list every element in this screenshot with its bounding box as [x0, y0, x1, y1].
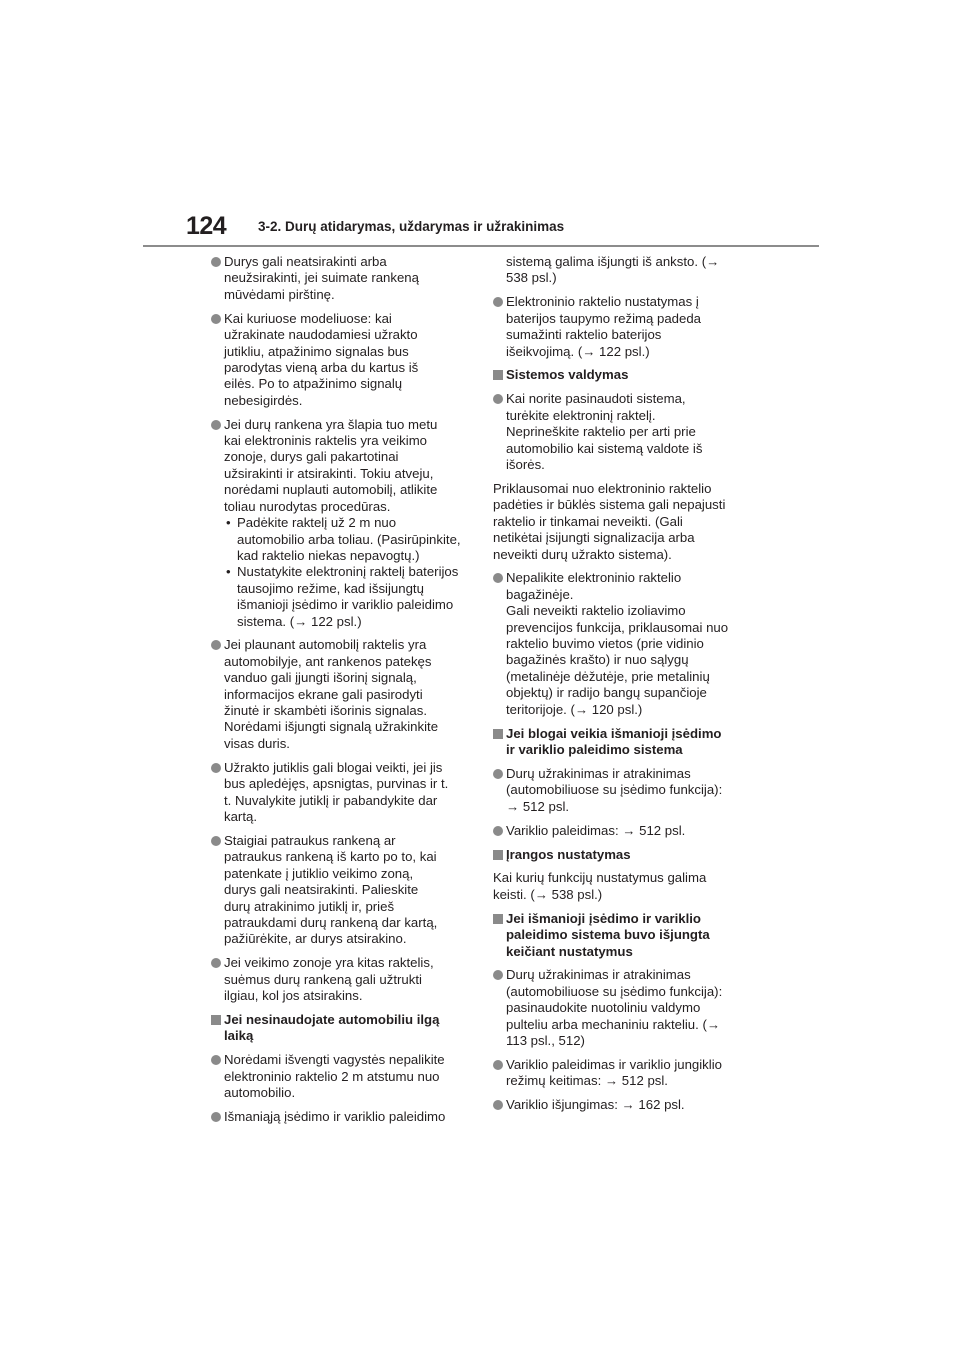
dot-bullet-icon: • — [226, 515, 231, 531]
sub-item — [224, 515, 467, 564]
circle-bullet-icon — [211, 257, 221, 267]
circle-bullet-icon — [493, 769, 503, 779]
item-text: Įrangos nustatymas — [506, 846, 631, 862]
circle-bullet-icon — [211, 958, 221, 968]
bullet-item — [211, 254, 467, 303]
item-text: Staigiai patraukus rankeną ar patraukus rankeną iš karto po to, kai patenkate į jutiklio veikimo zoną, durys gali neatsirakinti. Palieskite durų atrakinimo jutiklį ir, prieš patraukdami durų rankeną dar kartą, pažiūrėkite, ar durys atsirakino. — [224, 832, 438, 947]
bullet-item — [211, 1052, 467, 1101]
item-text: Priklausomai nuo elektroninio raktelio padėties ir būklės sistema gali nepajusti raktelio ir tinkamai neveikti. (Gali netikėtai įsijungti signalizacija arba neveikti durų užrakto sistema). — [493, 480, 726, 562]
left-column — [211, 254, 467, 1133]
item-text: Variklio paleidimas ir variklio jungiklio režimų keitimas: → 512 psl. — [506, 1056, 722, 1089]
item-text: Jei išmanioji įsėdimo ir variklio paleidimo sistema buvo išjungta keičiant nustatymus — [506, 910, 710, 959]
circle-bullet-icon — [211, 1112, 221, 1122]
item-text: Durų užrakinimas ir atrakinimas (automobiliuose su įsėdimo funkcija): → 512 psl. — [506, 765, 723, 814]
paragraph — [493, 870, 749, 903]
sub-item — [224, 564, 467, 630]
circle-bullet-icon — [211, 1055, 221, 1065]
right-column — [493, 254, 749, 1121]
item-text: sistemą galima išjungti iš anksto. (→ 538 psl.) — [506, 254, 720, 286]
circle-bullet-icon — [211, 314, 221, 324]
item-text: Jei veikimo zonoje yra kitas raktelis, suėmus durų rankeną gali užtrukti ilgiau, kol jos atsirakins. — [224, 955, 434, 1004]
bullet-item — [493, 823, 749, 839]
item-text: Išmaniąją įsėdimo ir variklio paleidimo — [224, 1109, 446, 1124]
square-bullet-icon — [493, 914, 503, 924]
header-rule — [143, 245, 819, 247]
bullet-item — [211, 417, 467, 630]
paragraph — [493, 254, 749, 287]
circle-bullet-icon — [211, 763, 221, 773]
item-text: Elektroninio raktelio nustatymas į baterijos taupymo režimą padeda sumažinti raktelio baterijos išeikvojimą. (→ 122 psl.) — [506, 294, 701, 359]
square-bullet-icon — [493, 729, 503, 739]
square-bullet-icon — [493, 850, 503, 860]
bullet-item — [211, 311, 467, 409]
bullet-item — [211, 637, 467, 752]
item-text: Durys gali neatsirakinti arba neužsirakinti, jei suimate rankeną mūvėdami pirštinę. — [224, 254, 419, 302]
circle-bullet-icon — [211, 640, 221, 650]
section-heading — [493, 911, 749, 960]
circle-bullet-icon — [493, 1060, 503, 1070]
bullet-item — [493, 391, 749, 473]
item-text: Nepalikite elektroninio raktelio bagažinėje. Gali neveikti raktelio izoliavimo prevencijos funkcija, priklausomai nuo raktelio buvimo vietos (prie vidinio bagažinės krašto) ir nuo sąlygų (metalinėje dėžutėje, prie metalinių objektų) ir radijo bangų supančioje teritorijoje. (→ 120 psl.) — [506, 570, 729, 717]
bullet-item — [493, 1057, 749, 1090]
page-number: 124 — [186, 212, 227, 240]
circle-bullet-icon — [493, 394, 503, 404]
circle-bullet-icon — [211, 836, 221, 846]
item-text: Užrakto jutiklis gali blogai veikti, jei jis bus apledėjęs, apsnigtas, purvinas ir t. t. Nuvalykite jutiklį ir pabandykite dar kartą. — [224, 759, 449, 824]
bullet-item — [493, 766, 749, 815]
sub-item-text: Padėkite raktelį už 2 m nuo automobilio arba toliau. (Pasirūpinkite, kad raktelio niekas nepavogtų.) — [237, 515, 461, 563]
item-text: Kai kurių funkcijų nustatymus galima keisti. (→ 538 psl.) — [493, 870, 707, 902]
bullet-item — [493, 967, 749, 1049]
bullet-item — [493, 294, 749, 360]
item-text: Kai kuriuose modeliuose: kai užrakinate naudodamiesi užrakto jutikliu, atpažinimo signalas bus parodytas vieną arba du kartus iš eilės. Po to atpažinimo signalų nebesigirdės. — [224, 310, 419, 408]
section-heading — [211, 1012, 467, 1045]
bullet-item — [211, 955, 467, 1004]
item-text: Durų užrakinimas ir atrakinimas (automobiliuose su įsėdimo funkcija): pasinaudokite nuotoliniu valdymo pulteliu arba mechaniniu rakteliu. (→ 113 psl., 512) — [506, 967, 723, 1049]
section-heading — [493, 726, 749, 759]
item-text: Variklio paleidimas: → 512 psl. — [506, 822, 686, 838]
sub-item-text: Nustatykite elektroninį raktelį baterijos tausojimo režime, kad išsijungtų išmanioji įsėdimo ir variklio paleidimo sistema. (→ 122 psl.) — [237, 564, 459, 629]
item-text: Jei plaunant automobilį raktelis yra automobilyje, ant rankenos patekęs vanduo gali įjungti išorinį signalą, informacijos ekrane gali pasirodyti žinutė ir skambėti išorinis signalas. Norėdami išjungti signalą užrakinkite visas duris. — [224, 637, 439, 751]
paragraph — [493, 481, 749, 563]
bullet-item — [493, 1097, 749, 1113]
circle-bullet-icon — [493, 1100, 503, 1110]
item-text: Variklio išjungimas: → 162 psl. — [506, 1097, 685, 1113]
circle-bullet-icon — [493, 826, 503, 836]
circle-bullet-icon — [493, 297, 503, 307]
dot-bullet-icon: • — [226, 564, 231, 580]
section-heading — [493, 847, 749, 863]
circle-bullet-icon — [493, 573, 503, 583]
section-heading — [493, 367, 749, 383]
circle-bullet-icon — [211, 420, 221, 430]
section-title: 3-2. Durų atidarymas, uždarymas ir užrakinimas — [258, 219, 565, 234]
item-text: Sistemos valdymas — [506, 367, 629, 383]
bullet-item — [211, 833, 467, 948]
bullet-item — [211, 1109, 467, 1125]
square-bullet-icon — [493, 370, 503, 380]
circle-bullet-icon — [493, 970, 503, 980]
item-text: Jei durų rankena yra šlapia tuo metu kai elektroninis raktelis yra veikimo zonoje, durys gali pakartotinai užsirakinti ir atsirakinti. Tokiu atveju, norėdami nuplauti automobilį, atlikite toliau nurodytas procedūras. — [224, 416, 438, 514]
bullet-item — [211, 760, 467, 826]
square-bullet-icon — [211, 1015, 221, 1025]
item-text: Kai norite pasinaudoti sistema, turėkite elektroninį raktelį. Neprineškite raktelio per arti prie automobilio kai sistemą valdote iš išorės. — [506, 391, 703, 472]
item-text: Jei nesinaudojate automobiliu ilgą laiką — [224, 1011, 440, 1044]
item-text: Norėdami išvengti vagystės nepalikite elektroninio raktelio 2 m atstumu nuo automobilio. — [224, 1052, 445, 1101]
bullet-item — [493, 570, 749, 718]
item-text: Jei blogai veikia išmanioji įsėdimo ir variklio paleidimo sistema — [506, 725, 722, 757]
